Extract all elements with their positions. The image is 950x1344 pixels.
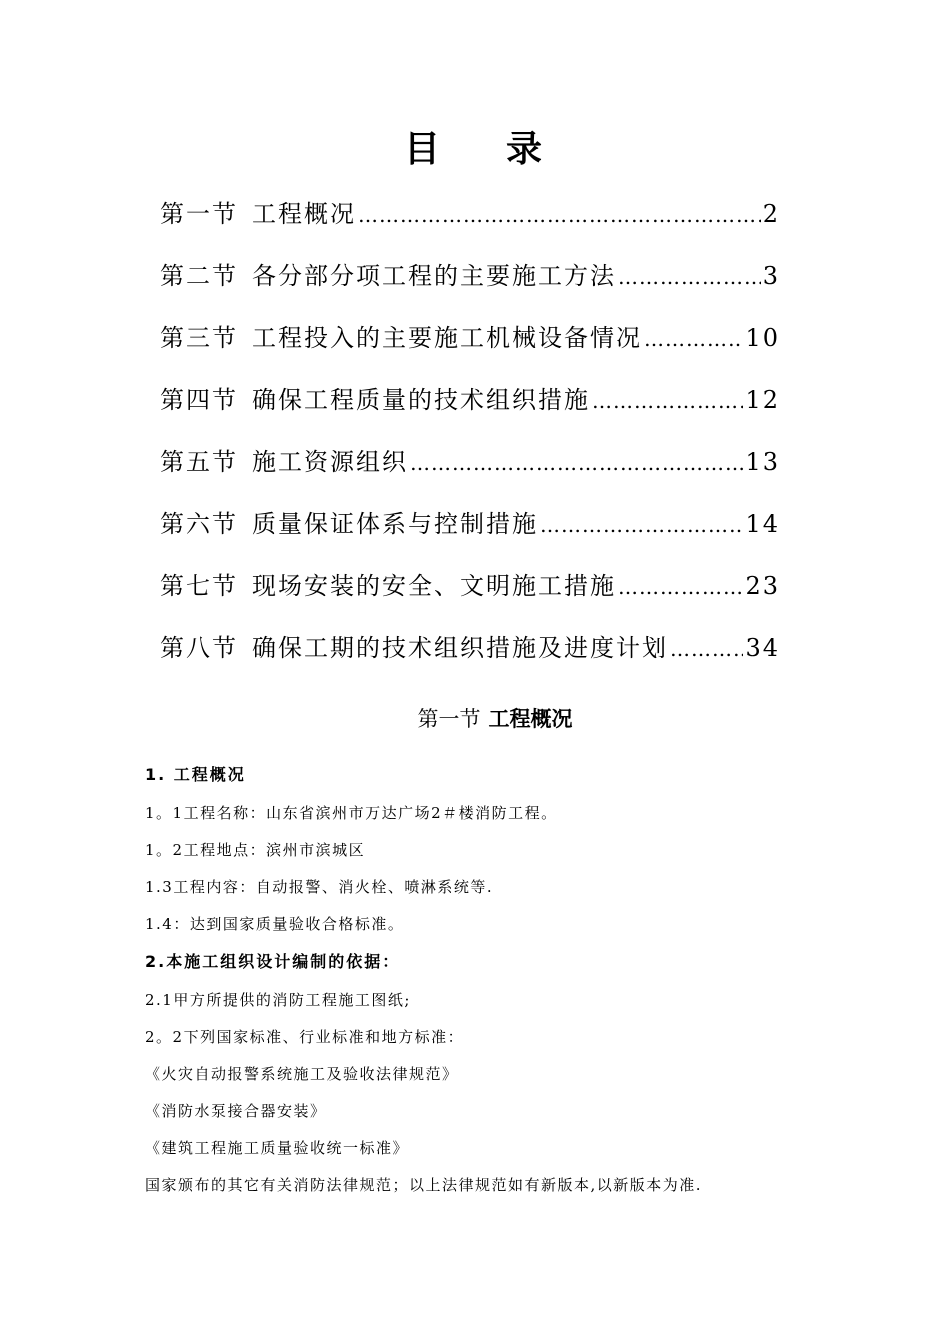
body-line: 1。1工程名称：山东省滨州市万达广场2＃楼消防工程。 xyxy=(145,804,558,822)
toc-entry[interactable] xyxy=(160,380,780,416)
toc-entry-page: 23 xyxy=(745,572,780,600)
section-heading-title: 工程概况 xyxy=(488,707,573,731)
toc-leader-dots xyxy=(618,262,761,292)
toc-entry-page: 10 xyxy=(745,324,780,352)
subsection-heading: 2.本施工组织设计编制的依据： xyxy=(145,952,401,971)
toc-title xyxy=(0,126,950,174)
toc-entry-name: 工程概况 xyxy=(252,200,356,228)
toc-entry-section: 第六节 xyxy=(160,510,238,538)
body-line: 1.4：达到国家质量验收合格标准。 xyxy=(145,915,405,933)
toc-leader-dots xyxy=(644,324,743,354)
toc-entry[interactable] xyxy=(160,566,780,602)
body-line: 《火灾自动报警系统施工及验收法律规范》 xyxy=(145,1065,459,1083)
toc-entry-page: 14 xyxy=(745,510,780,538)
toc-entry-name: 各分部分项工程的主要施工方法 xyxy=(252,262,616,290)
toc-leader-dots xyxy=(540,510,743,540)
toc-entry-name: 工程投入的主要施工机械设备情况 xyxy=(252,324,642,352)
body-line: 国家颁布的其它有关消防法律规范；以上法律规范如有新版本,以新版本为准. xyxy=(145,1176,703,1194)
toc-entry-name: 确保工期的技术组织措施及进度计划 xyxy=(252,634,668,662)
toc-entry[interactable] xyxy=(160,318,780,354)
section-heading-number: 第一节 xyxy=(417,707,481,731)
toc-entry-name: 现场安装的安全、文明施工措施 xyxy=(252,572,616,600)
subsection-heading: 1. 工程概况 xyxy=(145,765,246,784)
section-heading xyxy=(0,703,950,735)
toc-entry-page: 13 xyxy=(745,448,780,476)
toc-entry-section: 第七节 xyxy=(160,572,238,600)
toc-entry-page: 2 xyxy=(762,200,780,228)
toc-entry[interactable] xyxy=(160,628,780,664)
toc-entry[interactable] xyxy=(160,194,780,230)
toc-leader-dots xyxy=(410,448,743,478)
body-line: 1。2工程地点：滨州市滨城区 xyxy=(145,841,366,859)
toc-entry[interactable] xyxy=(160,504,780,540)
toc-entry-section: 第四节 xyxy=(160,386,238,414)
body-line: 《建筑工程施工质量验收统一标准》 xyxy=(145,1139,410,1157)
toc-leader-dots xyxy=(592,386,743,416)
toc-entry-page: 3 xyxy=(762,262,780,290)
body-line: 1.3工程内容：自动报警、消火栓、喷淋系统等. xyxy=(145,878,494,896)
toc-entry-section: 第二节 xyxy=(160,262,238,290)
toc-entry-name: 质量保证体系与控制措施 xyxy=(252,510,538,538)
body-line: 2。2下列国家标准、行业标准和地方标准： xyxy=(145,1028,465,1046)
toc-title-char-2: 录 xyxy=(506,129,547,170)
toc-leader-dots xyxy=(358,200,761,230)
toc-entry-section: 第一节 xyxy=(160,200,238,228)
toc-title-char-1: 目 xyxy=(403,129,444,170)
toc-leader-dots xyxy=(670,634,743,664)
body-line: 《消防水泵接合器安装》 xyxy=(145,1102,327,1120)
toc-entry-page: 12 xyxy=(745,386,780,414)
toc-leader-dots xyxy=(618,572,743,602)
toc-entry-section: 第三节 xyxy=(160,324,238,352)
toc-entry[interactable] xyxy=(160,256,780,292)
toc-entry-section: 第八节 xyxy=(160,634,238,662)
toc-entry-name: 施工资源组织 xyxy=(252,448,408,476)
toc-entry-page: 34 xyxy=(745,634,780,662)
toc-entry-section: 第五节 xyxy=(160,448,238,476)
toc-entry-name: 确保工程质量的技术组织措施 xyxy=(252,386,590,414)
toc-entry[interactable] xyxy=(160,442,780,478)
body-line: 2.1甲方所提供的消防工程施工图纸; xyxy=(145,991,411,1009)
